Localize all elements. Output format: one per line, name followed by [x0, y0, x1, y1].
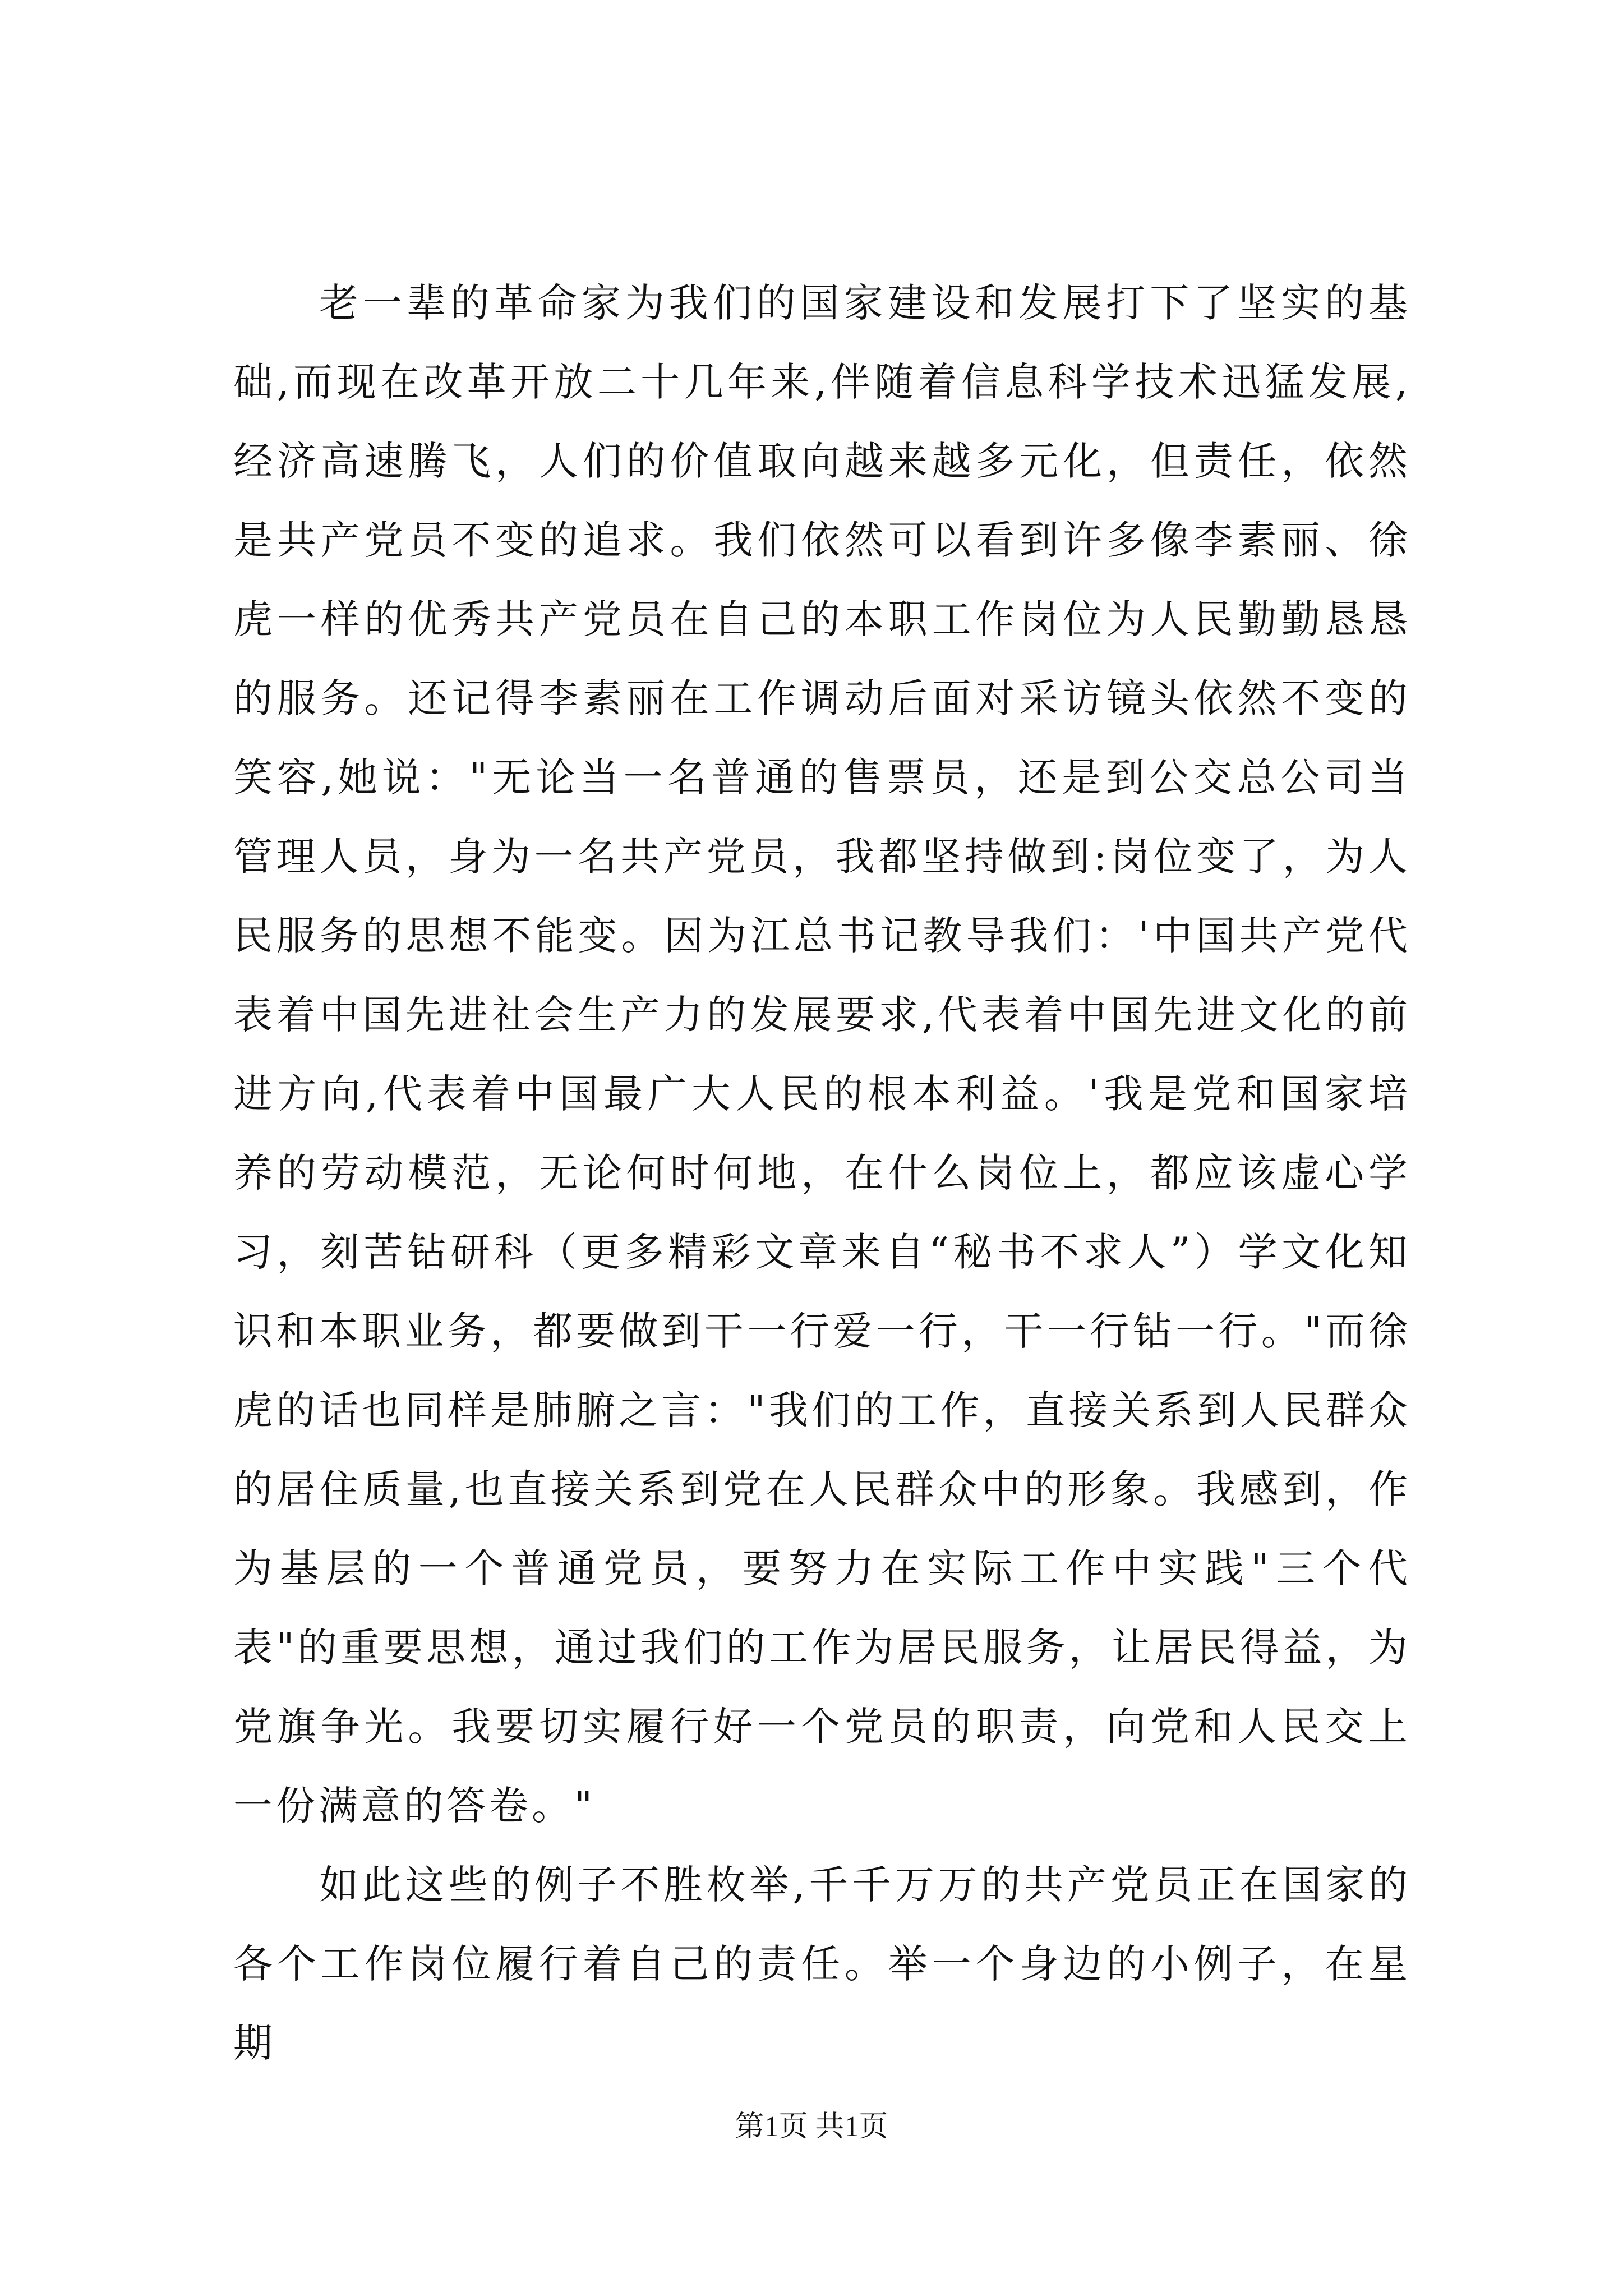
paragraph-2: 如此这些的例子不胜枚举,千千万万的共产党员正在国家的各个工作岗位履行着自己的责任。举一个身边的小例子，在星期 — [233, 1862, 1411, 2066]
paragraph-1: 老一辈的革命家为我们的国家建设和发展打下了坚实的基础,而现在改革开放二十几年来,伴随着信息科学技术迅猛发展,经济高速腾飞，人们的价值取向越来越多元化，但责任，依然是共产党员不变的追求。我们依然可以看到许多像李素丽、徐虎一样的优秀共产党员在自己的本职工作岗位为人民勤勤恳恳的服务。还记得李素丽在工作调动后面对采访镜头依然不变的笑容,她说："无论当一名普通的售票员，还是到公交总公司当管理人员，身为一名共产党员，我都坚持做到:岗位变了，为人民服务的思想不能变。因为江总书记教导我们：'中国共产党代表着中国先进社会生产力的发展要求,代表着中国先进文化的前进方向,代表着中国最广大人民的根本利益。'我是党和国家培养的劳动模范，无论何时何地，在什么岗位上，都应该虚心学习，刻苦钻研科（更多精彩文章来自“秘书不求人”）学文化知识和本职业务，都要做到干一行爱一行，干一行钻一行。"而徐虎的话也同样是肺腑之言："我们的工作，直接关系到人民群众的居住质量,也直接关系到党在人民群众中的形象。我感到，作为基层的一个普通党员，要努力在实际工作中实践"三个代表"的重要思想，通过我们的工作为居民服务，让居民得益，为党旗争光。我要切实履行好一个党员的职责，向党和人民交上一份满意的答卷。" — [233, 280, 1411, 1829]
document-body — [233, 264, 1411, 2083]
page-footer: 第1页 共1页 — [735, 2111, 888, 2143]
